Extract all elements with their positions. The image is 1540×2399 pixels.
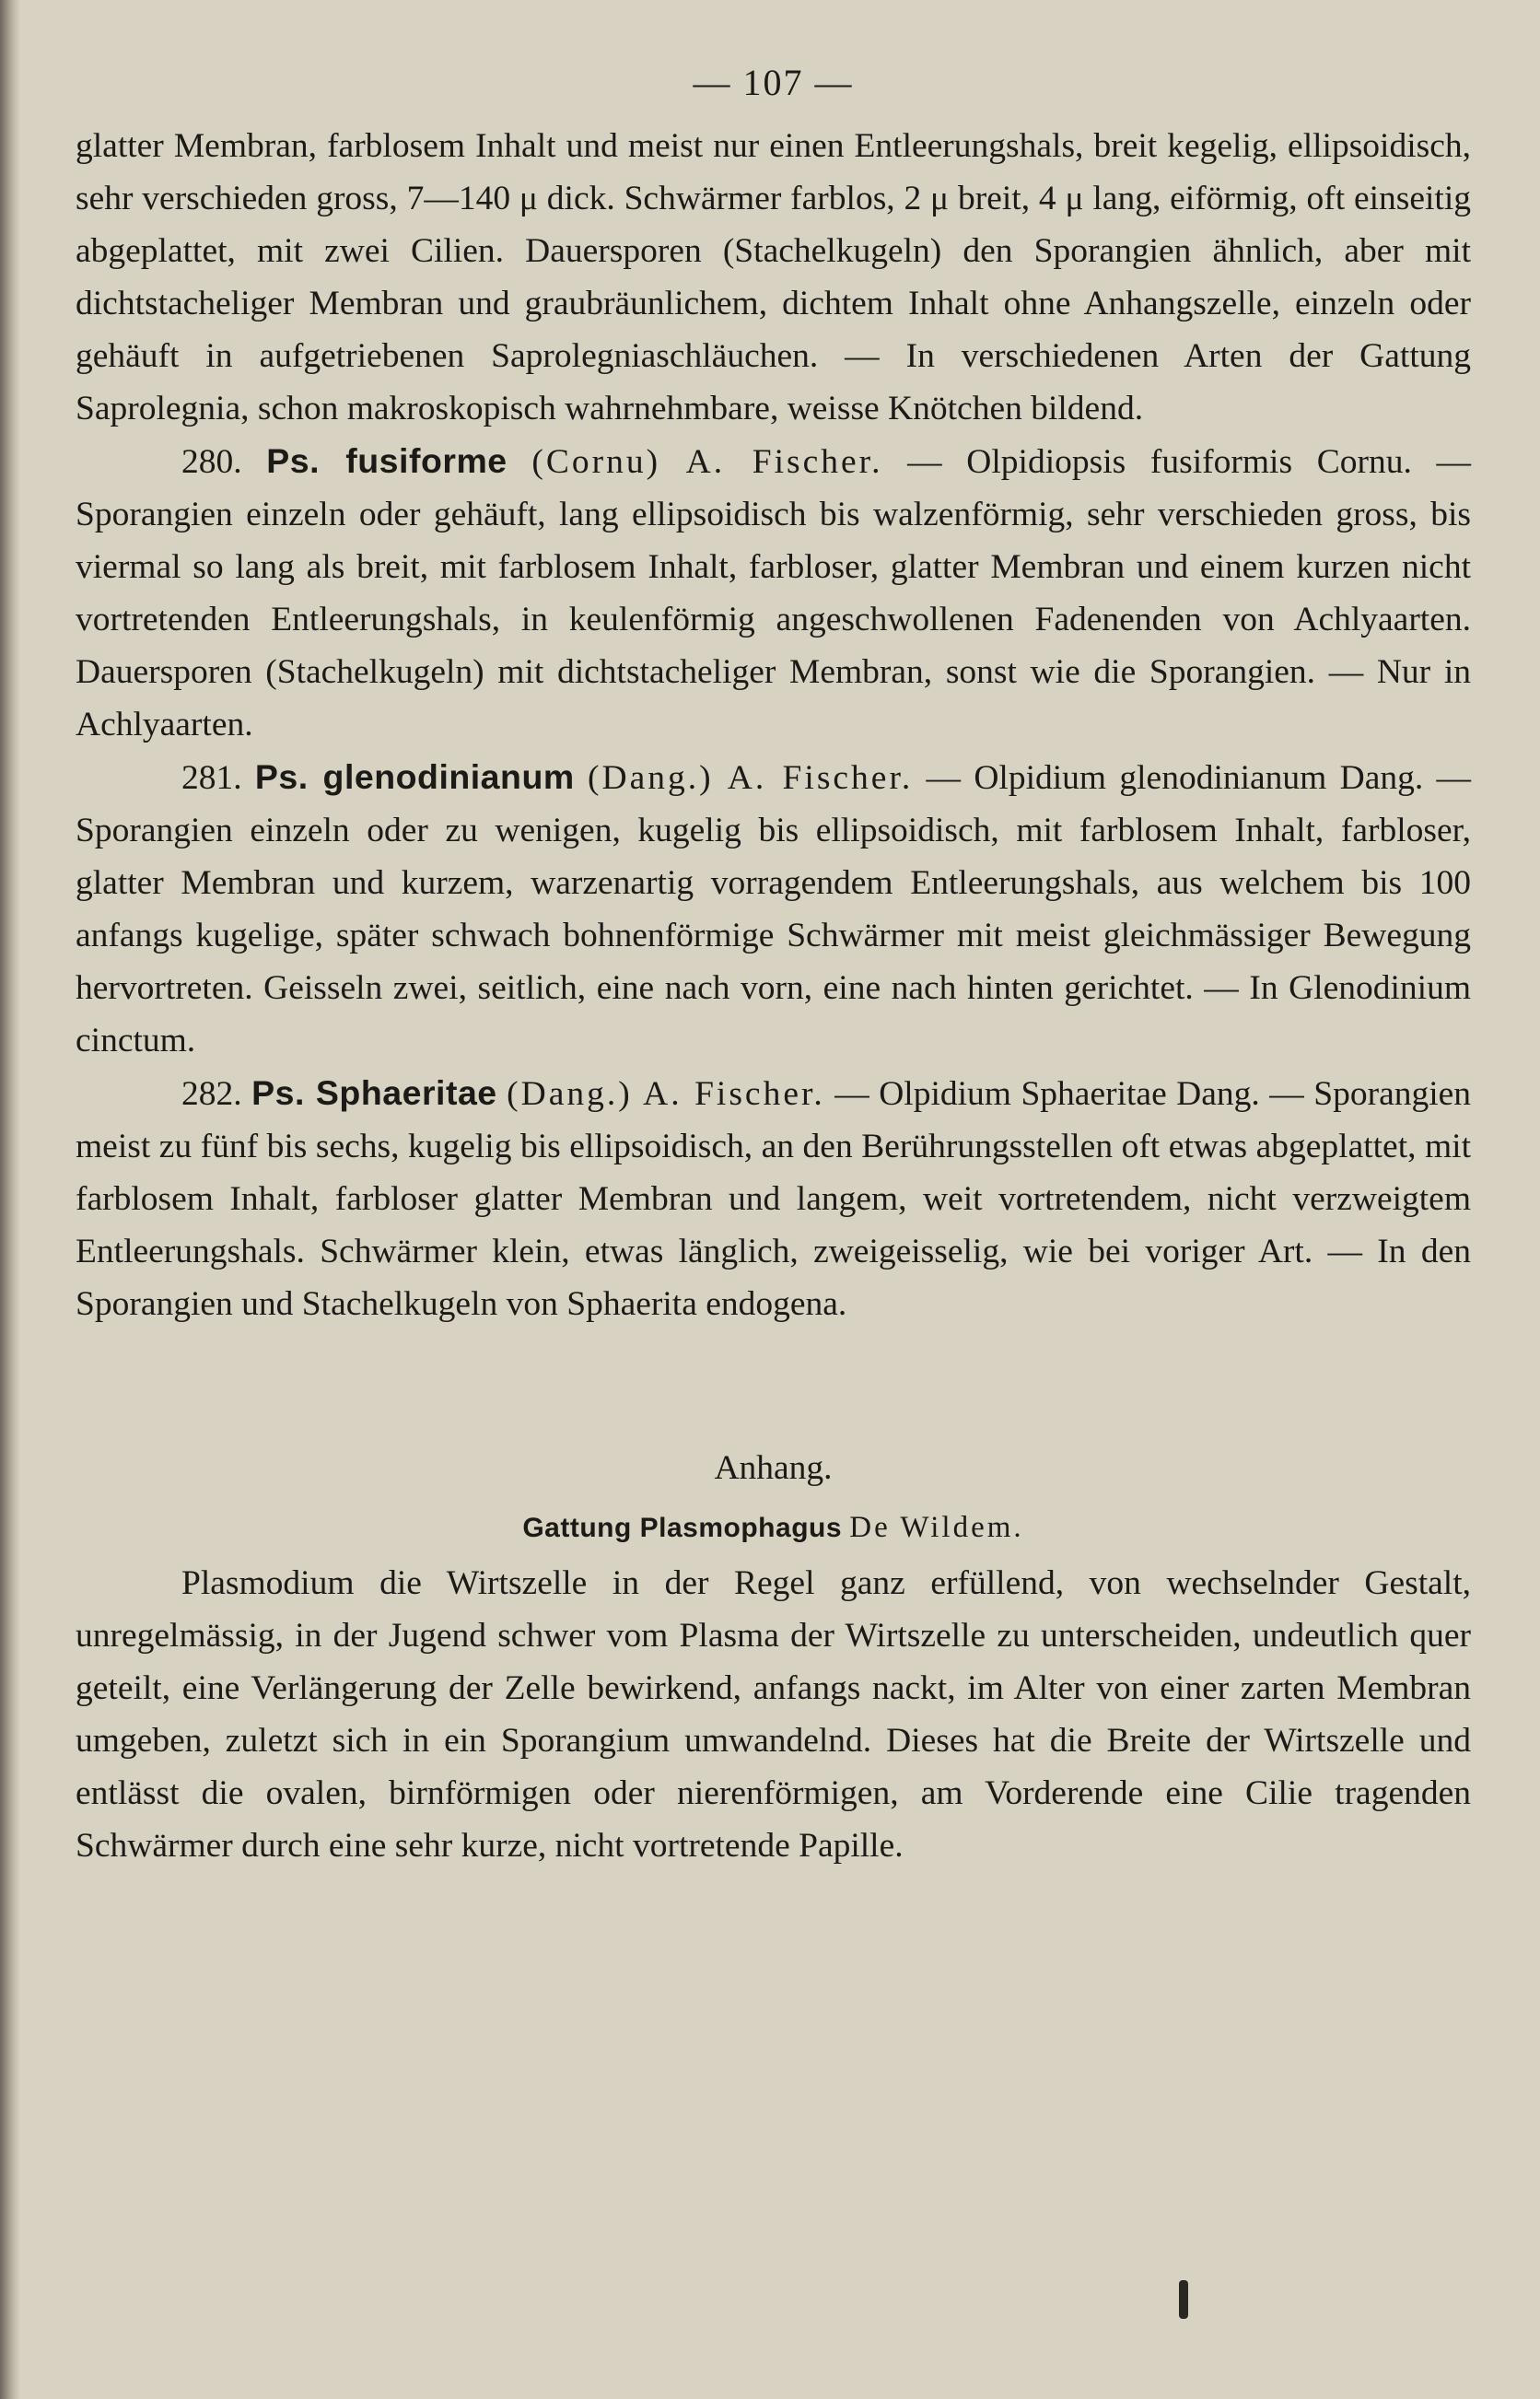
genus-label: Gattung Plasmophagus xyxy=(522,1513,843,1543)
species-description: — Olpidium Sphaeritae Dang. — Sporangien meist zu fünf bis sechs, kugelig bis ellipsoidisch, an den Berührungsstellen oft etwas abgeplattet, mit farblosem Inhalt, farbloser glatter Membran und langem, weit vortretendem, nicht verzweigtem Entleerungshals. Schwärmer klein, etwas länglich, zweigeisselig, wie bei voriger Art. — In den Sporangien und Stachelkugeln von Sphaerita endogena. xyxy=(76,1075,1472,1323)
species-entry-280 xyxy=(76,435,1471,751)
appendix-paragraph: Plasmodium die Wirtszelle in der Regel ganz erfüllend, von wechselnder Gestalt, unregelmässig, in der Jugend schwer vom Plasma der Wirtszelle zu unterscheiden, undeutlich quer geteilt, eine Verlängerung der Zelle bewirkend, anfangs nackt, im Alter von einer zarten Membran umgeben, zuletzt sich in ein Sporangium umwandelnd. Dieses hat die Breite der Wirtszelle und entlässt die ovalen, birnförmigen oder nierenförmigen, am Vorderende eine Cilie tragenden Schwärmer durch eine sehr kurze, nicht vortretende Papille. xyxy=(76,1564,1471,1865)
species-entry-281 xyxy=(76,751,1471,1067)
species-description: — Olpidium glenodinianum Dang. — Sporangien einzeln oder zu wenigen, kugelig bis ellipsoidisch, mit farblosem Inhalt, farbloser, glatter Membran und kurzem, warzenartig vorragendem Entleerungshals, aus welchem bis 100 anfangs kugelige, später schwach bohnenförmige Schwärmer mit meist gleichmässiger Bewegung hervortreten. Geisseln zwei, seitlich, eine nach vorn, eine nach hinten gerichtet. — In Glenodinium cinctum. xyxy=(76,759,1472,1059)
book-spine-shadow xyxy=(0,0,20,2399)
genus-authority: De Wildem. xyxy=(849,1511,1024,1544)
species-name: Ps. fusiforme xyxy=(266,441,508,480)
ink-mark xyxy=(1179,2280,1188,2319)
appendix-heading: Anhang. xyxy=(714,1449,833,1487)
species-entry-282 xyxy=(76,1067,1471,1330)
entry-number: 281. xyxy=(181,759,242,797)
page-body xyxy=(76,46,1471,1872)
species-name: Ps. glenodinianum xyxy=(254,757,575,796)
species-name: Ps. Sphaeritae xyxy=(251,1073,497,1112)
continuation-paragraph: glatter Membran, farblosem Inhalt und meist nur einen Entleerungshals, breit kegelig, ellipsoidisch, sehr verschieden gross, 7—140 μ dick. Schwärmer farblos, 2 μ breit, 4 μ lang, eiförmig, oft einseitig abgeplattet, mit zwei Cilien. Dauersporen (Stachelkugeln) den Sporangien ähnlich, aber mit dichtstacheliger Membran und graubräunlichem, dichtem Inhalt ohne Anhangszelle, einzeln oder gehäuft in aufgetriebenen Saprolegniaschläuchen. — In verschiedenen Arten der Gattung Saprolegnia, schon makroskopisch wahrnehmbare, weisse Knötchen bildend. xyxy=(76,127,1471,427)
species-authority: (Dang.) A. Fischer. xyxy=(588,759,914,797)
species-authority: (Dang.) A. Fischer. xyxy=(507,1075,825,1113)
species-authority: (Cornu) A. Fischer. xyxy=(531,443,883,481)
entry-number: 280. xyxy=(181,443,242,481)
genus-heading xyxy=(76,1498,1471,1557)
entry-number: 282. xyxy=(181,1075,242,1113)
page-number: — 107 — xyxy=(693,62,854,103)
species-description: — Olpidiopsis fusiformis Cornu. — Sporangien einzeln oder gehäuft, lang ellipsoidisch bis walzenförmig, sehr verschieden gross, bis viermal so lang als breit, mit farblosem Inhalt, farbloser, glatter Membran und einem kurzen nicht vortretenden Entleerungshals, in keulenförmig angeschwollenen Fadenenden von Achlyaarten. Dauersporen (Stachelkugeln) mit dichtstacheliger Membran, sonst wie die Sporangien. — Nur in Achlyaarten. xyxy=(76,443,1472,743)
